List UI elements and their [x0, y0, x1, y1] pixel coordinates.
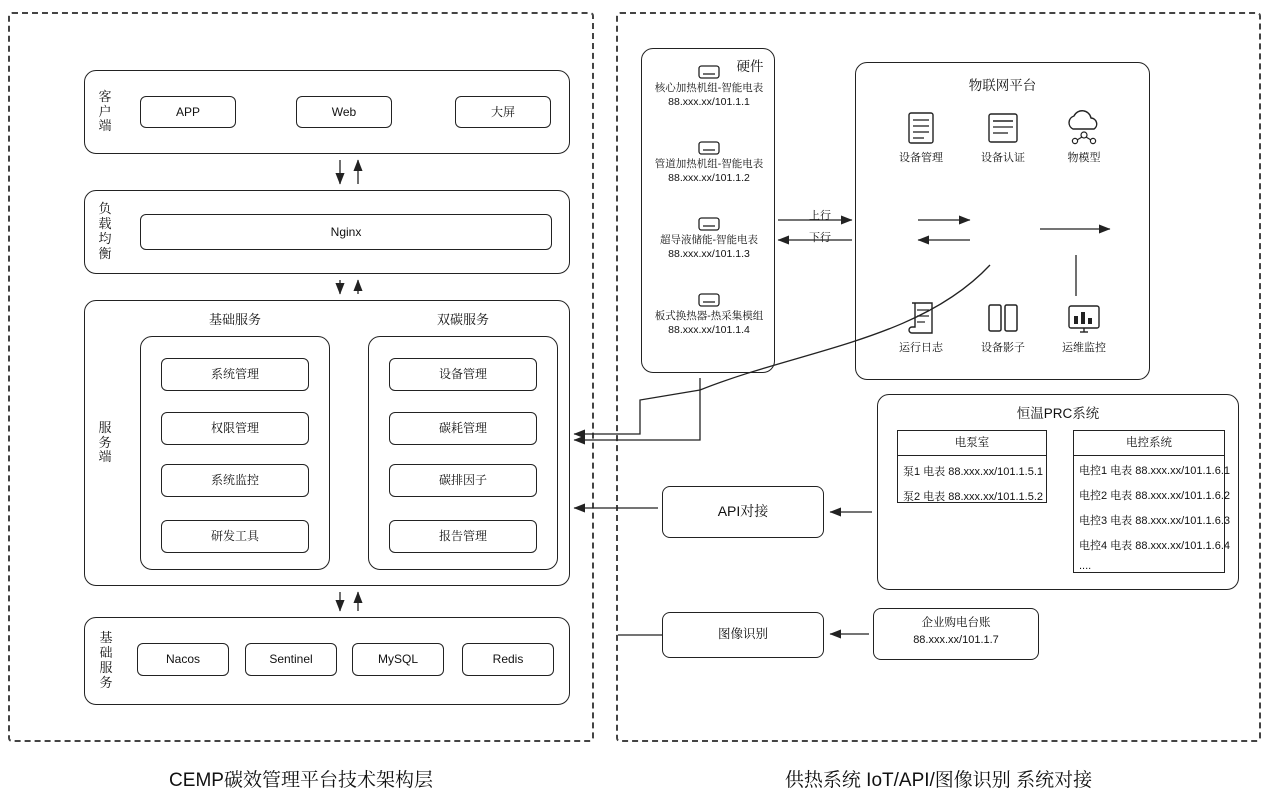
- load-balance-label: 负载均衡: [98, 201, 112, 261]
- device-icon: [696, 138, 722, 158]
- device-icon: [696, 62, 722, 82]
- uplink-left-label: 上行: [809, 210, 831, 223]
- pump-room-row: 泵2 电表 88.xxx.xx/101.1.5.2: [903, 491, 1044, 503]
- prc-system-title: 恒温PRC系统: [1016, 405, 1100, 421]
- carbon-factor-label: 碳排因子: [438, 473, 487, 487]
- sys-monitor-label: 系统监控: [210, 473, 259, 487]
- basic-service-title: 基础服务: [208, 311, 261, 327]
- run-log-icon: [904, 300, 938, 336]
- nacos-label: Nacos: [165, 652, 200, 666]
- power-bill-addr: 88.xxx.xx/101.1.7: [913, 634, 999, 647]
- control-system-row: 电控4 电表 88.xxx.xx/101.1.6.4: [1079, 540, 1231, 552]
- iot-run-log-label: 运行日志: [899, 342, 943, 354]
- device-auth-icon: [984, 110, 1022, 146]
- client-app-label: APP: [175, 104, 200, 119]
- carbon-consume-label: 碳耗管理: [438, 421, 487, 435]
- redis-label: Redis: [492, 652, 524, 666]
- api-node-label: API对接: [717, 503, 769, 520]
- hardware-item-addr: 88.xxx.xx/101.1.1: [668, 95, 750, 108]
- sys-manage-label: 系统管理: [210, 367, 259, 381]
- ops-monitor-icon: [1064, 300, 1104, 336]
- hardware-item-name: 核心加热机组-智能电表: [654, 82, 764, 94]
- control-system-title: 电控系统: [1126, 436, 1172, 449]
- image-recognition-label: 图像识别: [717, 627, 768, 642]
- dev-tools-label: 研发工具: [210, 529, 259, 543]
- iot-run-log[interactable]: [893, 300, 949, 355]
- hardware-item-name: 超导液储能-智能电表: [660, 234, 758, 246]
- hardware-item-name: 板式换热器-热采集模组: [654, 310, 764, 322]
- device-shadow-icon: [983, 300, 1023, 336]
- left-caption: CEMP碳效管理平台技术架构层: [169, 770, 433, 791]
- iot-device-manage-label: 设备管理: [899, 152, 943, 164]
- report-manage-label: 报告管理: [438, 529, 487, 543]
- hardware-item[interactable]: [644, 214, 774, 261]
- iot-device-auth-label: 设备认证: [981, 152, 1025, 164]
- device-icon: [696, 290, 722, 310]
- hardware-item-name: 管道加热机组-智能电表: [654, 158, 764, 170]
- hardware-item[interactable]: [644, 290, 774, 337]
- iot-device-shadow-label: 设备影子: [981, 342, 1025, 354]
- control-system-row: 电控1 电表 88.xxx.xx/101.1.6.1: [1079, 465, 1231, 477]
- client-bigscreen-label: 大屏: [490, 104, 515, 119]
- hardware-item[interactable]: [644, 138, 774, 185]
- client-web-label: Web: [331, 104, 357, 119]
- infrastructure-label: 基础服务: [99, 630, 113, 690]
- iot-device-shadow[interactable]: [975, 300, 1031, 355]
- hardware-item-addr: 88.xxx.xx/101.1.4: [668, 323, 750, 336]
- dual-carbon-title: 双碳服务: [436, 311, 489, 327]
- server-label: 服务端: [98, 419, 112, 465]
- right-caption: 供热系统 IoT/API/图像识别 系统对接: [784, 770, 1093, 791]
- iot-thing-model-label: 物模型: [1067, 152, 1101, 164]
- device-manage-icon: [904, 110, 938, 146]
- hardware-item[interactable]: [644, 62, 774, 109]
- hardware-item-addr: 88.xxx.xx/101.1.2: [668, 171, 750, 184]
- hardware-item-addr: 88.xxx.xx/101.1.3: [668, 247, 750, 260]
- downlink-left-label: 下行: [809, 232, 831, 245]
- control-system-row: 电控3 电表 88.xxx.xx/101.1.6.3: [1079, 515, 1231, 527]
- control-system-row: ....: [1079, 560, 1092, 572]
- sentinel-label: Sentinel: [269, 652, 313, 666]
- thing-model-icon: [1063, 110, 1105, 146]
- iot-device-auth[interactable]: [975, 110, 1031, 165]
- pump-room-title: 电泵室: [954, 436, 990, 449]
- nginx-label: Nginx: [330, 224, 362, 239]
- iot-ops-monitor[interactable]: [1055, 300, 1113, 355]
- iot-ops-monitor-label: 运维监控: [1062, 342, 1106, 354]
- iot-thing-model[interactable]: [1055, 110, 1113, 165]
- mysql-label: MySQL: [377, 652, 418, 666]
- iot-device-manage[interactable]: [893, 110, 949, 165]
- perm-manage-label: 权限管理: [210, 421, 259, 435]
- device-manage-label: 设备管理: [438, 367, 487, 381]
- iot-platform-title: 物联网平台: [968, 77, 1037, 93]
- power-bill-title: 企业购电台账: [921, 616, 991, 629]
- control-system-row: 电控2 电表 88.xxx.xx/101.1.6.2: [1079, 490, 1231, 502]
- hardware-title: 硬件: [736, 58, 764, 74]
- pump-room-row: 泵1 电表 88.xxx.xx/101.1.5.1: [903, 466, 1044, 478]
- device-icon: [696, 214, 722, 234]
- client-label: 客户端: [98, 88, 112, 134]
